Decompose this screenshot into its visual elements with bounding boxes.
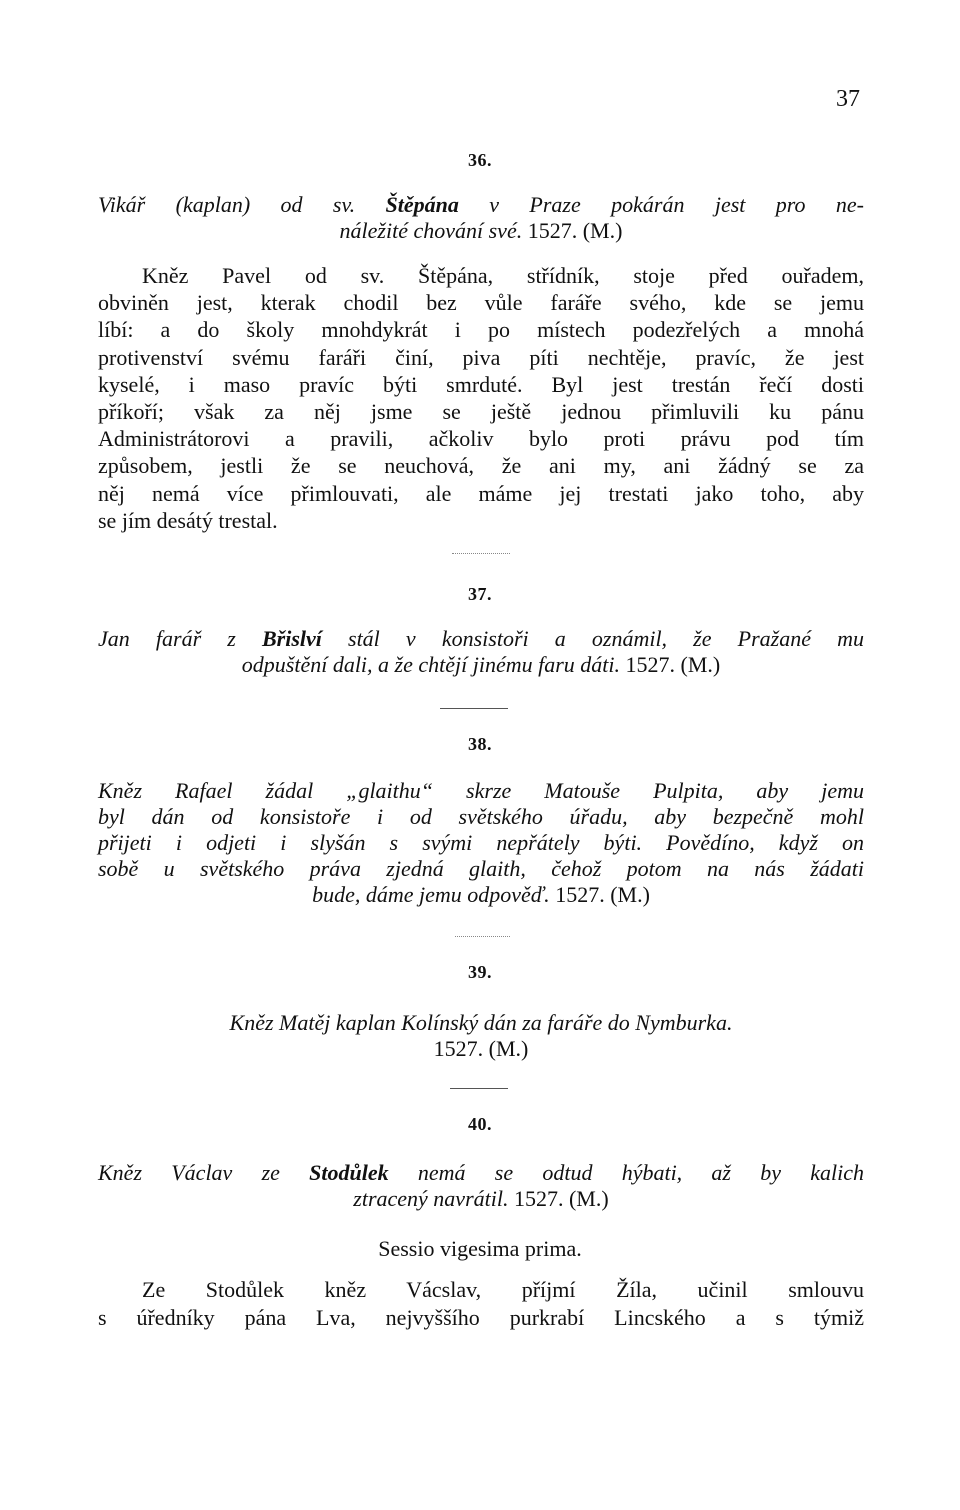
body-line: Ze Stodůlek kněz Vácslav, příjmí Žíla, učinil smlouvu [142,1277,864,1302]
body-line: protivenství svému faráři činí, piva píti nechtěje, pravíc, že jest [98,344,864,370]
separator-rule [452,553,510,554]
heading-text: nemá se odtud hýbati, až by kalich [388,1160,865,1185]
entry-40-heading [98,1160,864,1212]
heading-text: bude, dáme jemu odpověď. [312,882,556,907]
body-line: Kněz Pavel od sv. Štěpána, střídník, stoje před ouřadem, [142,263,864,288]
separator-rule [450,1088,508,1089]
entry-38-heading [98,778,864,908]
body-line: obviněn jest, kterak chodil bez vůle faráře svého, kde se jemu [98,290,864,316]
session-title: Sessio vigesima prima. [378,1236,582,1261]
body-line: způsobem, jestli že se neuchová, že ani my, ani žádný se za [98,453,864,479]
heading-date: 1527. (M.) [513,1186,609,1211]
heading-bold-name: Stodůlek [309,1160,389,1185]
body-line: kyselé, i maso pravíc býti smrduté. Byl jest trestán řečí dosti [98,371,864,397]
entry-37-heading [98,626,864,678]
body-line: líbí: a do školy mnohdykrát i po místech podezřelých a mnohá [98,317,864,343]
heading-text: ztracený navrátil. [353,1186,514,1211]
heading-line: byl dán od konsistoře i od světského úřadu, aby bezpečně mohl [98,804,864,829]
heading-text: Vikář (kaplan) od sv. [98,192,386,217]
final-paragraph [98,1276,864,1332]
body-line: příkoří; však za něj jsme se ještě jednou přimluvili ku pánu [98,399,864,425]
heading-line: Kněz Matěj kaplan Kolínský dán za faráře do Nymburka. [229,1010,733,1035]
heading-bold-name: Břislví [261,626,322,651]
heading-text: stál v konsistoři a oznámil, že Pražané mu [321,626,864,651]
body-line: něj nemá více přimlouvati, ale máme jej trestati jako toho, aby [98,480,864,506]
body-line: s úředníky pána Lva, nejvyššího purkrabí Lincského a s týmiž [98,1305,864,1330]
body-line: Administrátorovi a pravili, ačkoliv bylo proti právu pod tím [98,426,864,452]
entry-number-36: 36. [468,150,492,170]
entry-number-38: 38. [468,734,492,754]
heading-text: Kněz Václav ze [98,1160,310,1185]
body-line: se jím desátý trestal. [98,507,278,533]
heading-text: náležité chování své. [339,218,528,243]
page-number: 37 [836,86,860,112]
entry-number-37: 37. [468,584,492,604]
heading-text: v Praze pokárán jest pro ne- [458,192,864,217]
separator-rule [440,708,508,709]
heading-text: odpuštění dali, a že chtějí jinému faru dáti. [241,652,626,677]
entry-36-body [98,262,864,534]
entry-36-heading [98,192,864,244]
entry-number-40: 40. [468,1114,492,1134]
separator-rule [455,936,510,937]
heading-bold-name: Štěpána [385,192,459,217]
heading-line: sobě u světského práva zjedná glaith, čehož potom na nás žádati [98,856,864,881]
entry-number-39: 39. [468,962,492,982]
heading-line: přijeti i odjeti i slyšán s svými nepřátely býti. Povědíno, když on [98,830,864,855]
heading-text: Jan farář z [98,626,262,651]
heading-date: 1527. (M.) [555,882,650,907]
heading-date: 1527. (M.) [625,652,721,677]
heading-line: Kněz Rafael žádal „glaithu“ skrze Matouše Pulpita, aby jemu [98,778,864,803]
entry-39-heading [98,1010,864,1062]
heading-date: 1527. (M.) [433,1036,529,1061]
heading-date: 1527. (M.) [527,218,623,243]
